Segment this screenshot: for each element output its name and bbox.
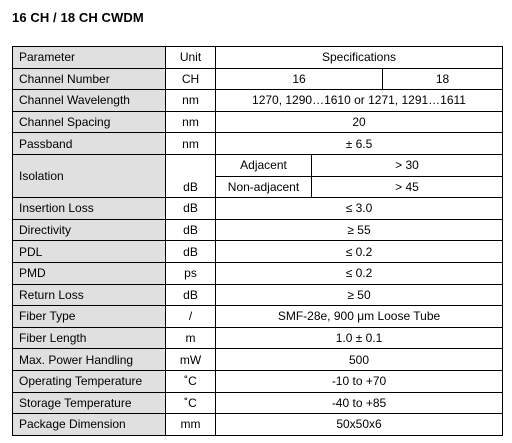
param-cell: Passband xyxy=(13,133,166,155)
param-cell: Directivity xyxy=(13,219,166,241)
table-row xyxy=(13,219,503,241)
value-cell: 1270, 1290…1610 or 1271, 1291…1611 xyxy=(216,90,503,112)
param-cell: PMD xyxy=(13,262,166,284)
table-row xyxy=(13,392,503,414)
header-parameter: Parameter xyxy=(13,47,166,69)
table-row xyxy=(13,241,503,263)
unit-cell: nm xyxy=(166,90,216,112)
value-cell: ≤ 0.2 xyxy=(216,241,503,263)
sub-param-cell: Non-adjacent xyxy=(216,176,312,198)
table-row xyxy=(13,262,503,284)
table-row xyxy=(13,414,503,436)
table-row xyxy=(13,198,503,220)
value-cell: > 30 xyxy=(312,154,503,176)
param-cell: Package Dimension xyxy=(13,414,166,436)
unit-cell: dB xyxy=(166,219,216,241)
table-row xyxy=(13,306,503,328)
unit-cell: / xyxy=(166,306,216,328)
value-cell: 50x50x6 xyxy=(216,414,503,436)
value-cell: ≤ 3.0 xyxy=(216,198,503,220)
header-unit: Unit xyxy=(166,47,216,69)
table-row xyxy=(13,154,503,176)
param-cell: Return Loss xyxy=(13,284,166,306)
table-row xyxy=(13,133,503,155)
value-cell: -10 to +70 xyxy=(216,370,503,392)
table-row xyxy=(13,90,503,112)
unit-cell: CH xyxy=(166,68,216,90)
value-cell: 1.0 ± 0.1 xyxy=(216,327,503,349)
spec-table xyxy=(12,46,503,436)
param-cell: Fiber Type xyxy=(13,306,166,328)
unit-cell: mW xyxy=(166,349,216,371)
unit-cell: ˚C xyxy=(166,370,216,392)
table-row xyxy=(13,111,503,133)
param-cell: Channel Spacing xyxy=(13,111,166,133)
value-cell: -40 to +85 xyxy=(216,392,503,414)
value-cell: 20 xyxy=(216,111,503,133)
header-specifications: Specifications xyxy=(216,47,503,69)
sub-param-cell: Adjacent xyxy=(216,154,312,176)
param-cell: Storage Temperature xyxy=(13,392,166,414)
page-title: 16 CH / 18 CH CWDM xyxy=(12,10,144,25)
table-row xyxy=(13,370,503,392)
unit-cell: nm xyxy=(166,133,216,155)
unit-cell: nm xyxy=(166,111,216,133)
value-cell: ≥ 55 xyxy=(216,219,503,241)
param-cell: Channel Number xyxy=(13,68,166,90)
param-cell: Isolation xyxy=(13,154,166,197)
param-cell: Max. Power Handling xyxy=(13,349,166,371)
unit-cell: m xyxy=(166,327,216,349)
value-cell: 16 xyxy=(216,68,383,90)
param-cell: Insertion Loss xyxy=(13,198,166,220)
value-cell: SMF-28e, 900 μm Loose Tube xyxy=(216,306,503,328)
param-cell: Fiber Length xyxy=(13,327,166,349)
table-row xyxy=(13,327,503,349)
unit-cell: ˚C xyxy=(166,392,216,414)
unit-cell: dB xyxy=(166,241,216,263)
param-cell: PDL xyxy=(13,241,166,263)
param-cell: Operating Temperature xyxy=(13,370,166,392)
param-cell: Channel Wavelength xyxy=(13,90,166,112)
unit-cell: dB xyxy=(166,154,216,197)
table-row xyxy=(13,349,503,371)
value-cell: ± 6.5 xyxy=(216,133,503,155)
table-row xyxy=(13,68,503,90)
table-row xyxy=(13,284,503,306)
unit-cell: ps xyxy=(166,262,216,284)
value-cell: ≥ 50 xyxy=(216,284,503,306)
unit-cell: dB xyxy=(166,198,216,220)
table-header-row xyxy=(13,47,503,69)
value-cell: 500 xyxy=(216,349,503,371)
value-cell: 18 xyxy=(383,68,503,90)
value-cell: ≤ 0.2 xyxy=(216,262,503,284)
unit-cell: mm xyxy=(166,414,216,436)
unit-cell: dB xyxy=(166,284,216,306)
value-cell: > 45 xyxy=(312,176,503,198)
